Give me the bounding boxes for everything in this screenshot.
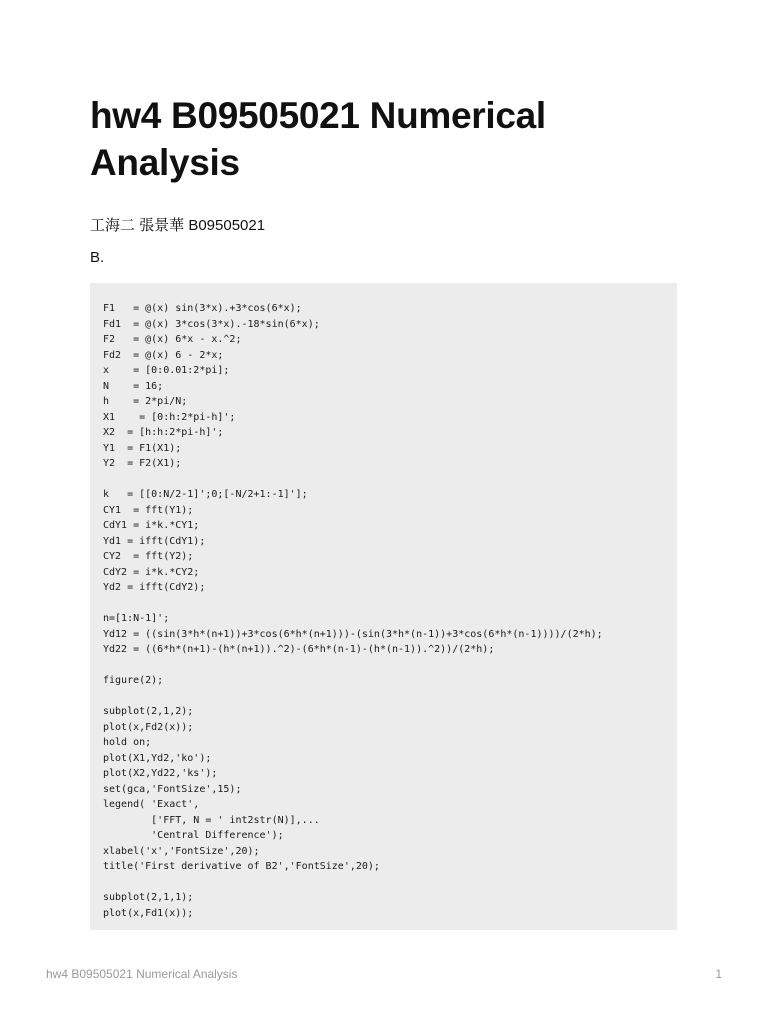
code-line: Yd12 = ((sin(3*h*(n+1))+3*cos(6*h*(n+1)))-(sin(3*h*(n-1))+3*cos(6*h*(n-1))))/(2*h); [103,628,603,640]
code-line: n=[1:N-1]'; [103,613,170,624]
code-line: plot(x,Fd1(x)); [103,907,194,919]
code-line: legend( 'Exact', [103,799,200,810]
section-label: B. [90,249,105,266]
code-line: Y2 = F2(X1); [103,458,182,469]
document-title: hw4 B09505021 Numerical Analysis [90,95,546,183]
code-line: h = 2*pi/N; [103,396,188,407]
code-line: title('First derivative of B2','FontSize',20); [103,861,380,872]
code-line: F1 = @(x) sin(3*x).+3*cos(6*x); [103,303,302,314]
code-line: plot(X2,Yd22,'ks'); [103,768,218,779]
code-line: Y1 = F1(X1); [103,442,182,454]
footer-title: hw4 B09505021 Numerical Analysis [46,967,238,981]
code-line: subplot(2,1,2); [103,706,194,717]
code-line: set(gca,'FontSize',15); [103,783,242,795]
code-line [103,875,677,891]
code-line: x = [0:0.01:2*pi]; [103,365,230,376]
code-line: plot(X1,Yd2,'ko'); [103,752,212,764]
code-line: N = 16; [103,380,164,392]
code-line: CY1 = fft(Y1); [103,504,194,516]
code-line: X2 = [h:h:2*pi-h]'; [103,427,224,438]
code-line: ['FFT, N = ' int2str(N)],... [103,814,320,826]
code-line: Yd2 = ifft(CdY2); [103,582,206,593]
code-line: Fd1 = @(x) 3*cos(3*x).-18*sin(6*x); [103,318,320,330]
code-line: 'Central Difference'); [103,830,284,841]
code-line: X1 = [0:h:2*pi-h]'; [103,411,236,423]
author-line: 工海二 張景華 B09505021 [90,217,266,234]
code-line: Yd22 = ((6*h*(n+1)-(h*(n+1)).^2)-(6*h*(n-1)-(h*(n-1)).^2))/(2*h); [103,644,495,655]
code-line: F2 = @(x) 6*x - x.^2; [103,334,242,345]
code-line: CdY1 = i*k.*CY1; [103,520,200,531]
code-line: plot(x,Fd2(x)); [103,721,194,733]
code-line: figure(2); [103,675,164,686]
page-number: 1 [715,967,722,981]
code-line [103,596,677,612]
code-line [103,658,677,674]
code-line: hold on; [103,737,152,748]
code-line: subplot(2,1,1); [103,892,194,903]
code-line: Fd2 = @(x) 6 - 2*x; [103,349,224,361]
code-line: CdY2 = i*k.*CY2; [103,566,200,578]
code-line [103,472,677,488]
code-line: xlabel('x','FontSize',20); [103,845,260,857]
code-line [103,689,677,705]
code-line: k = [[0:N/2-1]';0;[-N/2+1:-1]']; [103,489,308,500]
code-block [90,283,677,930]
code-line: CY2 = fft(Y2); [103,551,194,562]
code-line: Yd1 = ifft(CdY1); [103,535,206,547]
